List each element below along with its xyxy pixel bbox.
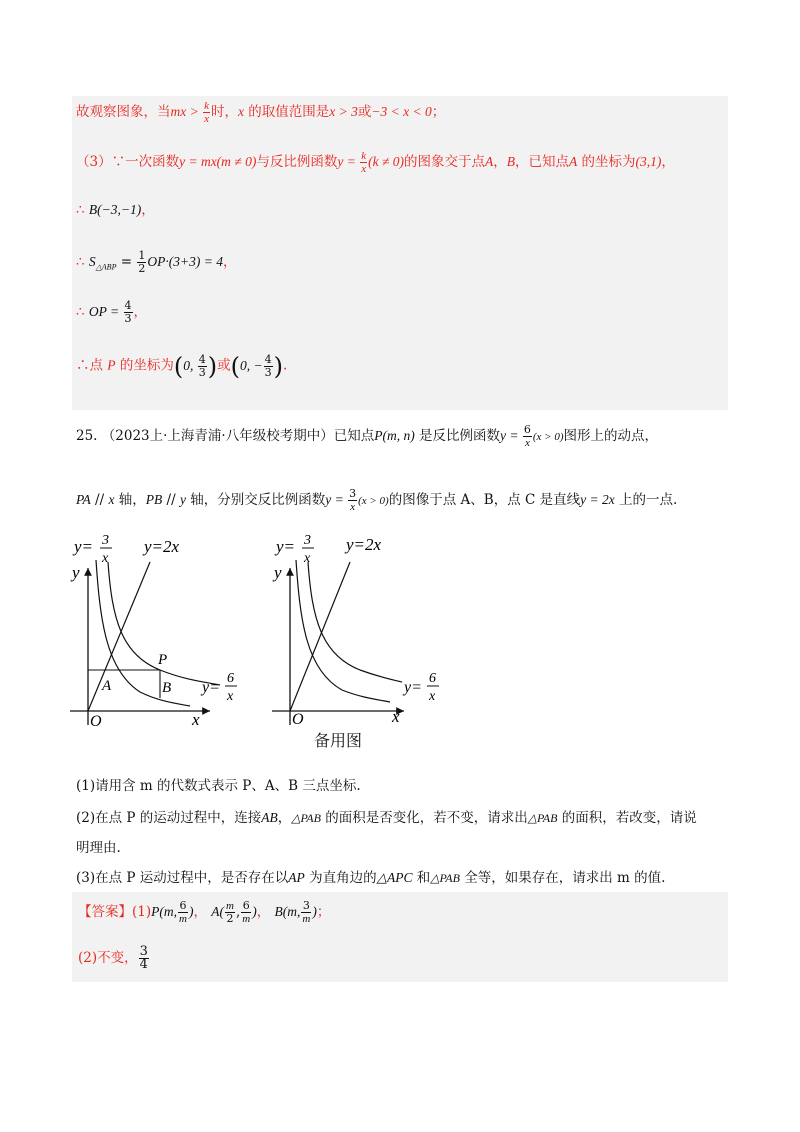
fraction: $\frac{6}{x}$ (523, 423, 531, 449)
label-line: y=2x (346, 535, 382, 554)
subquestion-2-cont: 明理由. (76, 840, 121, 856)
subquestion-2: (2)在点 P 的运动过程中，连接AB，△PAB 的面积是否变化，若不变，请求出△PAB 的面积，若改变，请说 (76, 810, 697, 826)
label-six: 6 (429, 671, 436, 686)
fraction: $\frac{1}{2}$ (138, 249, 146, 275)
label-origin: O (90, 713, 102, 730)
label-y-axis: y (72, 563, 80, 582)
label-origin: O (292, 711, 304, 728)
label-x-den: x (304, 551, 311, 566)
fraction: $\frac{4}{3}$ (198, 352, 206, 379)
label-p: P (158, 652, 168, 668)
label-three: 3 (304, 533, 311, 548)
label-x-axis: x (392, 707, 400, 726)
fraction: $\frac{4}{3}$ (264, 352, 272, 379)
fraction: $\frac{4}{3}$ (124, 299, 132, 325)
label-x-den: x (102, 551, 109, 566)
curve-y-6-over-x (308, 562, 402, 682)
solution-line-4: ∴ $S_{\triangle ABP}$ = $\frac{1}{2}$ OP·(3+3) = 4， (76, 249, 237, 275)
label-y-axis: y (274, 563, 282, 582)
label-line: y=2x (144, 537, 180, 556)
label-six: 6 (227, 671, 234, 686)
line-y-2x (290, 562, 350, 711)
answer-line-1: 【答案】(1)P(m, $\frac{6}{m}$ )， A( $\frac{m}{2}$ , $\frac{6}{m}$ )， B(m, $\frac{3}{m}$ )； (78, 899, 331, 925)
label-x-den2: x (429, 689, 436, 704)
solution-line-2: （3）∵一次函数y = mx(m ≠ 0)与反比例函数y = $\frac{k}{x}$ (k ≠ 0)的图象交于点A，B，已知点A 的坐标为(3,1)， (76, 150, 675, 175)
subquestion-1: (1)请用含 m 的代数式表示 P、A、B 三点坐标. (76, 778, 361, 794)
fraction: $\frac{3}{x}$ (349, 487, 357, 513)
label-y-eq6: y= (404, 679, 422, 696)
fraction: $\frac{m}{2}$ (226, 900, 234, 925)
fraction: $\frac{3}{4}$ (139, 944, 148, 972)
question-line-2: PA // x 轴，PB // y 轴，分别交反比例函数y = $\frac{3}{x}$ (x > 0)的图像于点 A、B，点 C 是直线y = 2x 上的一点. (76, 487, 678, 513)
label-x-den2: x (227, 689, 234, 704)
label-y-eq6: y= (202, 679, 220, 696)
answer-tag: 【答案】 (78, 904, 132, 920)
label-b: B (162, 680, 172, 696)
fraction: $\frac{6}{m}$ (179, 899, 187, 925)
label-a: A (102, 678, 112, 694)
fraction: $\frac{6}{m}$ (242, 899, 251, 925)
solution-line-3: ∴ B(−3,−1)， (76, 202, 155, 218)
line-y-2x (88, 562, 150, 711)
figure-main-graph (60, 530, 260, 730)
label-y-eq: y= (74, 537, 94, 556)
answer-line-2: (2)不变， $\frac{3}{4}$ (78, 944, 148, 972)
label-three: 3 (102, 533, 109, 548)
fraction: $\frac{k}{x}$ (361, 150, 367, 175)
subquestion-3: (3)在点 P 运动过程中，是否存在以AP 为直角边的△APC 和△PAB 全等，如果存在，请求出 m 的值. (76, 870, 666, 886)
fraction: $\frac{3}{m}$ (302, 899, 311, 925)
solution-line-6: ∴点 P 的坐标为(0, $\frac{4}{3}$ )或(0, − $\frac{4}{3}$ ). (76, 352, 288, 380)
label-x-axis: x (192, 710, 200, 729)
figure-caption: 备用图 (314, 731, 363, 750)
fraction: $\frac{k}{x}$ (204, 100, 209, 125)
figure-backup-graph (262, 530, 462, 730)
solution-line-5: ∴ OP = $\frac{4}{3}$ ， (76, 299, 148, 325)
solution-line-1: 故观察图象，当mx > $\frac{k}{x}$ 时，x 的取值范围是x > 3或−3 < x < 0； (76, 100, 446, 125)
question-line-1: 25. （2023上·上海青浦·八年级校考期中）已知点P(m, n) 是反比例函数y = $\frac{6}{x}$ (x > 0)图形上的动点， (76, 423, 659, 449)
label-y-eq: y= (276, 537, 296, 556)
